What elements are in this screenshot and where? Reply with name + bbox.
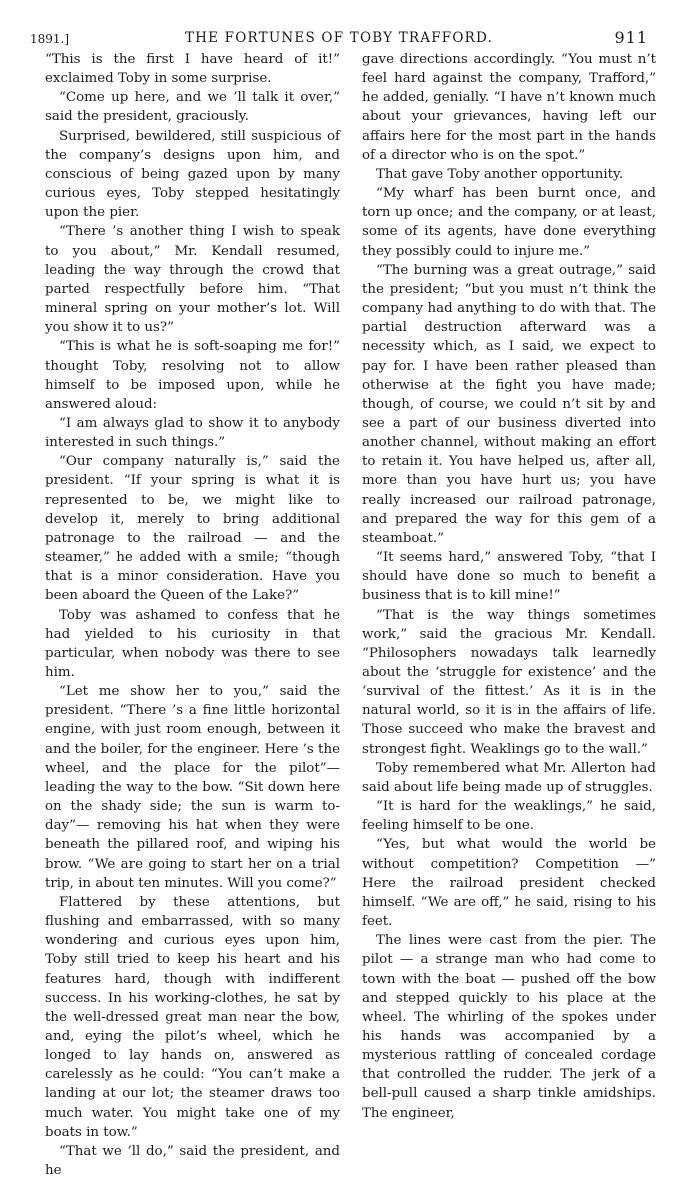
paragraph: “It is hard for the weaklings,” he said, feeling himself to be one. (362, 799, 656, 834)
paragraph: Surprised, bewildered, still suspicious of the company’s designs upon him, and conscious of being gazed upon by many curious eyes, Toby stepped hesitatingly upon the pier. (45, 128, 340, 221)
paragraph: Toby remembered what Mr. Allerton had said about life being made up of struggles. (362, 760, 656, 795)
paragraph: “That we ’ll do,” said the president, and he (45, 1143, 340, 1179)
paragraph: “Our company naturally is,” said the president. “If your spring is what it is represented to be, we might like to develop it, merely to bring additional patronage to the railroad — and the steamer,” he added with a smile; “though that is a minor consideration. Have you been aboard the Queen of the Lake?” (45, 454, 340, 604)
paragraph: That gave Toby another opportunity. (376, 166, 624, 182)
paragraph: “It seems hard,” answered Toby, “that I should have done so much to benefit a business that is to kill mine!” (362, 550, 656, 604)
paragraph: Flattered by these attentions, but flushing and embarrassed, with so many wondering and curious eyes upon him, Toby still tried to keep his heart and his features hard, though with indifferent success. In his working-clothes, he sat by the well-dressed great man near the bow, and, eying the pilot’s wheel, which he longed to lay hands on, answered as carelessly as he could: “You can’t make a landing at our lot; the steamer draws too much water. You might take one of my boats in tow.” (45, 894, 340, 1140)
right-column (362, 50, 656, 1123)
paragraph: Toby was ashamed to confess that he had yielded to his curiosity in that particular, when nobody was there to see him. (45, 607, 340, 680)
paragraph: The lines were cast from the pier. The pilot — a strange man who had come to town with the boat — pushed off the bow and stepped quickly to his place at the wheel. The whirling of the spokes under his hands was accompanied by a mysterious rattling of concealed cordage that controlled the rudder. The jerk of a bell-pull caused a sharp tinkle amidships. The engineer, (362, 933, 656, 1121)
page-number: 911 (614, 28, 648, 47)
header-title: THE FORTUNES OF TOBY TRAFFORD. (184, 30, 494, 46)
left-column (45, 50, 340, 1180)
paragraph: “This is the first I have heard of it!” exclaimed Toby in some surprise. (45, 52, 340, 87)
paragraph: “Come up here, and we ’ll talk it over,” said the president, graciously. (45, 90, 340, 125)
paragraph: “The burning was a great outrage,” said the president; “but you must n’t think the company had anything to do with that. The partial destruction afterward was a necessity which, as I said, we expect to pay for. I have been rather pleased than otherwise at the fight you have made; though, of course, we could n’t sit by and see a part of our business diverted into another channel, without making an effort to retain it. You have helped us, after all, more than you have hurt us; you have really increased our railroad patronage, and prepared the way for this gem of a steamboat.” (362, 262, 656, 546)
paragraph: “My wharf has been burnt once, and torn up once; and the company, or at least, some of its agents, have done everything they possibly could to injure me.” (362, 186, 656, 259)
header-year: 1891.] (30, 32, 70, 46)
paragraph: “This is what he is soft-soaping me for!” thought Toby, resolving not to allow himself to be imposed upon, while he answered aloud: (45, 339, 340, 412)
paragraph: “That is the way things sometimes work,” said the gracious Mr. Kendall. “Philosophers nowadays talk learnedly about the ‘struggle for existence’ and the ‘survival of the fittest.’ As it is in the natural world, so it is in the affairs of life. Those succeed who make the bravest and strongest fight. Weaklings go to the wall.” (362, 607, 656, 757)
running-header (30, 28, 648, 48)
paragraph: gave directions accordingly. “You must n’t feel hard against the company, Trafford,” he added, genially. “I have n’t known much about your grievances, having left our affairs here for the most part in the hands of a director who is on the spot.” (362, 52, 656, 163)
paragraph: “I am always glad to show it to anybody interested in such things.” (45, 415, 340, 451)
paragraph: “Yes, but what would the world be without competition? Competition —” Here the railroad president checked himself. “We are off,” he said, rising to his feet. (362, 837, 656, 930)
paragraph: “Let me show her to you,” said the president. “There ’s a fine little horizontal engine, with just room enough, between it and the boiler, for the engineer. Here ’s the wheel, and the place for the pilot”— leading the way to the bow. “Sit down here on the shady side; the sun is warm to-day”— removing his hat when they were beneath the pillared roof, and wiping his brow. “We are going to start her on a trial trip, in about ten minutes. Will you come?” (45, 684, 340, 891)
paragraph: “There ’s another thing I wish to speak to you about,” Mr. Kendall resumed, leading the way through the crowd that parted respectfully before him. “That mineral spring on your mother’s lot. Will you show it to us?” (45, 224, 340, 336)
